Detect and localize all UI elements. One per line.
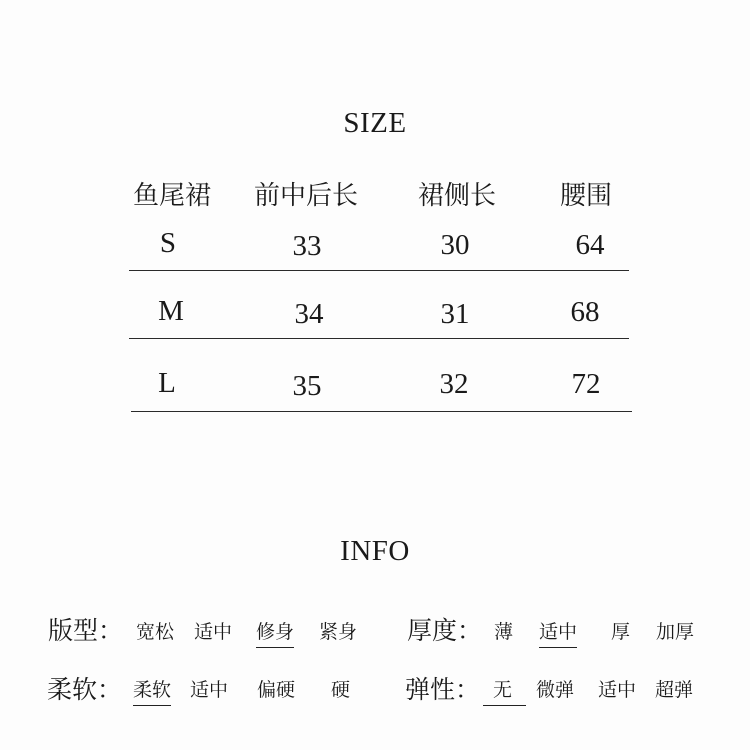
softness-option: 适中: [190, 679, 229, 701]
size-label: S: [159, 227, 177, 259]
elasticity-option: 超弹: [655, 679, 694, 701]
elasticity-option: 适中: [598, 679, 637, 701]
fit-option: 适中: [194, 621, 233, 643]
column-header-front-back-length: 前中后长: [254, 181, 359, 211]
row-divider: [129, 338, 629, 339]
front-back-length-value: 35: [292, 370, 322, 402]
side-length-value: 32: [439, 368, 469, 400]
info-heading: INFO: [340, 535, 410, 567]
waist-value: 64: [575, 229, 605, 261]
elasticity-option-selected: 无: [483, 675, 526, 706]
side-length-value: 30: [440, 229, 470, 261]
side-length-value: 31: [440, 298, 470, 330]
size-label: M: [158, 295, 184, 327]
column-header-skirt: 鱼尾裙: [133, 181, 212, 211]
elasticity-label: 弹性：: [405, 675, 481, 704]
waist-value: 68: [570, 296, 600, 328]
softness-label: 柔软：: [47, 675, 123, 704]
thickness-option-selected: 适中: [539, 617, 577, 648]
fit-option: 紧身: [319, 621, 358, 643]
softness-option: 偏硬: [257, 679, 296, 701]
fit-option: 宽松: [136, 621, 175, 643]
size-label: L: [158, 367, 176, 399]
thickness-option: 加厚: [656, 621, 695, 643]
elasticity-option: 微弹: [536, 679, 575, 701]
front-back-length-value: 33: [292, 230, 322, 262]
front-back-length-value: 34: [294, 298, 324, 330]
thickness-option: 薄: [494, 621, 514, 643]
waist-value: 72: [571, 368, 601, 400]
fit-label: 版型：: [48, 616, 124, 645]
column-header-waist: 腰围: [560, 181, 613, 211]
row-divider: [129, 270, 629, 271]
row-divider: [131, 411, 632, 412]
size-heading: SIZE: [343, 107, 407, 139]
fit-option-selected: 修身: [256, 617, 294, 648]
thickness-label: 厚度：: [407, 616, 483, 645]
column-header-side-length: 裙侧长: [418, 181, 497, 211]
softness-option-selected: 柔软: [133, 675, 171, 706]
thickness-option: 厚: [611, 621, 631, 643]
softness-option: 硬: [331, 679, 351, 701]
